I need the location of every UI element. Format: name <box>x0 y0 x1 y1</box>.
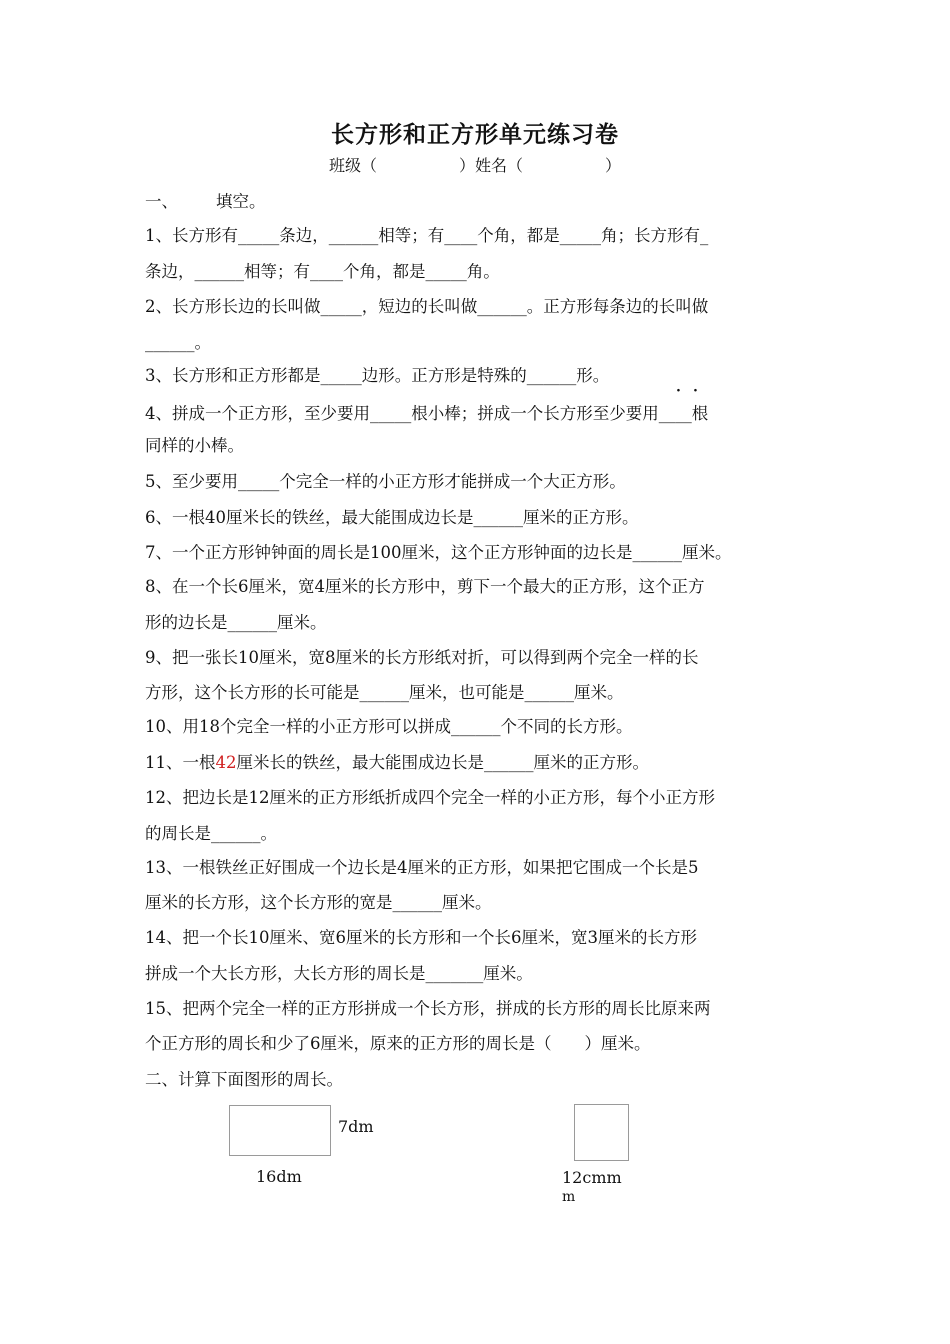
square-side-label-wrap: m <box>562 1189 576 1205</box>
square-side-label: 12cmm <box>562 1168 622 1187</box>
question-1-line-2: 条边，______相等；有____个角，都是_____角。 <box>145 262 500 281</box>
question-12-line-1: 12、把边长是12厘米的正方形纸折成四个完全一样的小正方形，每个小正方形 <box>145 788 715 807</box>
rectangle-figure <box>229 1105 331 1156</box>
question-4-line-1: 4、拼成一个正方形，至少要用_____根小棒；拼成一个长方形至少要用____根 <box>145 404 709 423</box>
section-2-heading: 二、计算下面图形的周长。 <box>145 1070 343 1089</box>
question-2-line-1: 2、长方形长边的长叫做_____，短边的长叫做______。正方形每条边的长叫做 <box>145 297 709 316</box>
class-label: 班级（ <box>328 156 377 175</box>
question-2-line-2: ______。 <box>145 333 211 352</box>
square-figure <box>574 1104 629 1161</box>
question-4-line-2: 同样的小棒。 <box>145 436 244 455</box>
question-14-line-1: 14、把一个长10厘米、宽6厘米的长方形和一个长6厘米，宽3厘米的长方形 <box>145 928 697 947</box>
name-label: 姓名（ <box>475 156 524 175</box>
class-close: ） <box>458 156 475 175</box>
section-1-heading: 一、 填空。 <box>145 192 266 211</box>
rectangle-width-label: 16dm <box>256 1167 302 1186</box>
question-11: 11、一根42厘米长的铁丝，最大能围成边长是______厘米的正方形。 <box>145 753 649 772</box>
question-6: 6、一根40厘米长的铁丝，最大能围成边长是______厘米的正方形。 <box>145 508 639 527</box>
question-3: 3、长方形和正方形都是_____边形。正方形是特殊的______形。 <box>145 366 610 385</box>
question-9-line-2: 方形，这个长方形的长可能是______厘米，也可能是______厘米。 <box>145 683 624 702</box>
question-13-line-1: 13、一根铁丝正好围成一个边长是4厘米的正方形，如果把它围成一个长是5 <box>145 858 699 877</box>
student-info-line <box>0 153 950 176</box>
name-close: ） <box>605 156 622 175</box>
question-5: 5、至少要用_____个完全一样的小正方形才能拼成一个大正方形。 <box>145 472 626 491</box>
highlighted-number: 42 <box>215 753 237 772</box>
question-12-line-2: 的周长是______。 <box>145 824 277 843</box>
question-13-line-2: 厘米的长方形，这个长方形的宽是______厘米。 <box>145 893 492 912</box>
question-1-line-1: 1、长方形有_____条边，______相等；有____个角，都是_____角；长方形有_ <box>145 226 709 245</box>
rectangle-height-label: 7dm <box>338 1117 374 1136</box>
question-9-line-1: 9、把一张长10厘米，宽8厘米的长方形纸对折，可以得到两个完全一样的长 <box>145 648 699 667</box>
question-8-line-2: 形的边长是______厘米。 <box>145 613 327 632</box>
emphasis-dot: · <box>693 383 698 399</box>
question-7: 7、一个正方形钟钟面的周长是100厘米，这个正方形钟面的边长是______厘米。 <box>145 543 732 562</box>
question-14-line-2: 拼成一个大长方形，大长方形的周长是_______厘米。 <box>145 964 533 983</box>
emphasis-dot: · <box>676 383 681 399</box>
question-10: 10、用18个完全一样的小正方形可以拼成______个不同的长方形。 <box>145 717 633 736</box>
page-title: 长方形和正方形单元练习卷 <box>331 121 619 148</box>
question-8-line-1: 8、在一个长6厘米，宽4厘米的长方形中，剪下一个最大的正方形，这个正方 <box>145 577 705 596</box>
question-15-line-1: 15、把两个完全一样的正方形拼成一个长方形，拼成的长方形的周长比原来两 <box>145 999 711 1018</box>
question-15-line-2: 个正方形的周长和少了6厘米，原来的正方形的周长是（ ）厘米。 <box>145 1034 651 1053</box>
